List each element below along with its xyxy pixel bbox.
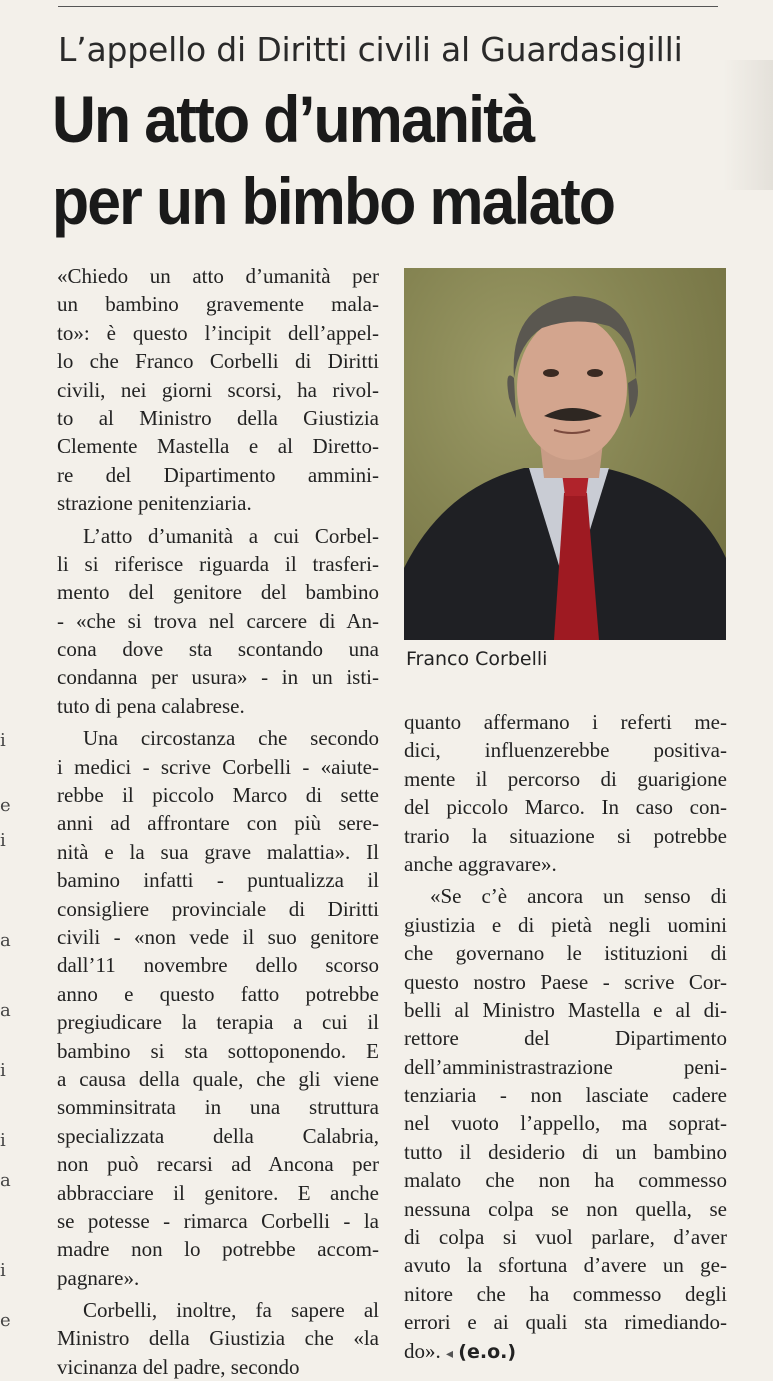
article-text-line: non può recarsi ad Ancona per (57, 1152, 379, 1177)
article-text-line: di colpa si vuol parlare, d’aver (404, 1225, 727, 1250)
article-text-line: anni ad affrontare con più sere- (57, 811, 379, 836)
edge-fragment: a (0, 930, 11, 951)
edge-fragment: i (0, 1130, 6, 1151)
article-column-left (57, 262, 379, 1381)
article-text-line: anno e questo fatto potrebbe (57, 981, 379, 1006)
signoff-group (446, 1339, 516, 1363)
adjacent-column-bleed (723, 60, 773, 190)
article-text-line: i medici - scrive Corbelli - «aiute- (57, 754, 379, 779)
article-text-line: nitore che ha commesso degli (404, 1281, 727, 1306)
article-text-line: nità e la sua grave malattia». Il (57, 839, 379, 864)
article-text-line: «Se c’è ancora un senso di (430, 884, 727, 909)
article-text-line: quanto affermano i referti me- (404, 710, 727, 734)
article-text-line: trario la situazione si potrebbe (404, 823, 727, 848)
article-headline (52, 78, 614, 242)
edge-fragment: i (0, 730, 6, 751)
headline-line: Un atto d’umanità (52, 82, 534, 156)
author-signoff: (e.o.) (458, 1340, 517, 1363)
article-text-line: cona dove sta scontando una (57, 637, 379, 662)
article-text-line: mento del genitore del bambino (57, 580, 379, 605)
article-text-line: anche aggravare». (404, 851, 557, 876)
article-text-line (404, 1337, 727, 1365)
signoff-arrow-icon: ◂ (446, 1346, 454, 1362)
article-text-line: madre non lo potrebbe accom- (57, 1237, 379, 1262)
article-column-right (404, 708, 727, 1365)
article-text-line: consigliere provinciale di Diritti (57, 896, 379, 921)
article-text-line: civili, nei giorni scorsi, ha rivol- (57, 377, 379, 402)
article-text-line: se potesse - rimarca Corbelli - la (57, 1208, 379, 1233)
article-text-line: lo che Franco Corbelli di Diritti (57, 349, 379, 374)
article-text-line: to al Ministro della Giustizia (57, 405, 379, 430)
article-text-line: belli al Ministro Mastella e al di- (404, 997, 727, 1022)
portrait-illustration (404, 268, 726, 640)
article-text-line: giustizia e di pietà negli uomini (404, 912, 727, 937)
headline-line: per un bimbo malato (52, 164, 615, 238)
portrait-photo (404, 268, 726, 640)
article-text-line: dici, influenzerebbe positiva- (404, 738, 727, 763)
edge-fragment: i (0, 1060, 6, 1081)
article-text-line: strazione penitenziaria. (57, 491, 252, 516)
article-text-line: tuto di pena calabrese. (57, 693, 245, 718)
article-text-line: li si riferisce riguarda il trasferi- (57, 551, 379, 576)
article-text-line: bambino si sta sottoponendo. E (57, 1038, 379, 1063)
article-text-line: vicinanza del padre, secondo (57, 1354, 300, 1379)
article-text-line: rettore del Dipartimento (404, 1026, 727, 1051)
edge-fragment: a (0, 1170, 11, 1191)
article-text-line: mente il percorso di guarigione (404, 766, 727, 791)
article-text-line: condanna per usura» - in un isti- (57, 665, 379, 690)
article-text-line: questo nostro Paese - scrive Cor- (404, 969, 727, 994)
article-text-line: a causa della quale, che gli viene (57, 1066, 379, 1091)
article-text-line: Corbelli, inoltre, fa sapere al (83, 1298, 379, 1323)
top-rule (58, 6, 718, 7)
article-text-line: malato che non ha commesso (404, 1168, 727, 1193)
article-text-line: del piccolo Marco. In caso con- (404, 795, 727, 820)
article-text-line: rebbe il piccolo Marco di sette (57, 783, 379, 808)
adjacent-article-edge (0, 700, 10, 1350)
article-text-line: nessuna colpa se non quella, se (404, 1196, 727, 1221)
article-text-line: dell’amministrastrazione peni- (404, 1054, 727, 1079)
article-text-line: «Chiedo un atto d’umanità per (57, 264, 379, 288)
article-text-line: un bambino gravemente mala- (57, 292, 379, 317)
edge-fragment: i (0, 830, 6, 851)
edge-fragment: a (0, 1000, 11, 1021)
article-text-line: abbracciare il genitore. E anche (57, 1180, 379, 1205)
article-text-line: pagnare». (57, 1265, 140, 1290)
article-text-line: Una circostanza che secondo (83, 726, 379, 751)
article-text-line: tutto il desiderio di un bambino (404, 1139, 727, 1164)
article-text-line: civili - «non vede il suo genitore (57, 924, 379, 949)
edge-fragment: e (0, 795, 11, 816)
article-text-line: errori e ai quali sta rimediando- (404, 1310, 727, 1335)
article-text-line: Clemente Mastella e al Diretto- (57, 434, 379, 459)
article-text-line: - «che si trova nel carcere di An- (57, 608, 379, 633)
article-text-line: pregiudicare la terapia a cui il (57, 1010, 379, 1035)
article-text-line: re del Dipartimento ammini- (57, 462, 379, 487)
article-text-line: bamino infatti - puntualizza il (57, 868, 379, 893)
article-text-line: specializzata della Calabria, (57, 1123, 379, 1148)
article-text-line: Ministro della Giustizia che «la (57, 1326, 379, 1351)
edge-fragment: e (0, 1310, 11, 1331)
article-text-line-end: do». (404, 1338, 441, 1363)
article-text-line: dall’11 novembre dello scorso (57, 953, 379, 978)
article-text-line: somminsitrata in una struttura (57, 1095, 379, 1120)
article-text-line: che governano le istituzioni di (404, 941, 727, 966)
edge-fragment: i (0, 1260, 6, 1281)
article-kicker: L’appello di Diritti civili al Guardasigilli (58, 30, 683, 69)
article-text-line: to»: è questo l’incipit dell’appel- (57, 320, 379, 345)
article-text-line: avuto la sfortuna d’avere un ge- (404, 1253, 727, 1278)
article-text-line: L’atto d’umanità a cui Corbel- (83, 523, 379, 548)
article-text-line: nel vuoto l’appello, ma soprat- (404, 1111, 727, 1136)
article-text-line: tenziaria - non lasciate cadere (404, 1083, 727, 1108)
photo-caption: Franco Corbelli (406, 648, 548, 670)
